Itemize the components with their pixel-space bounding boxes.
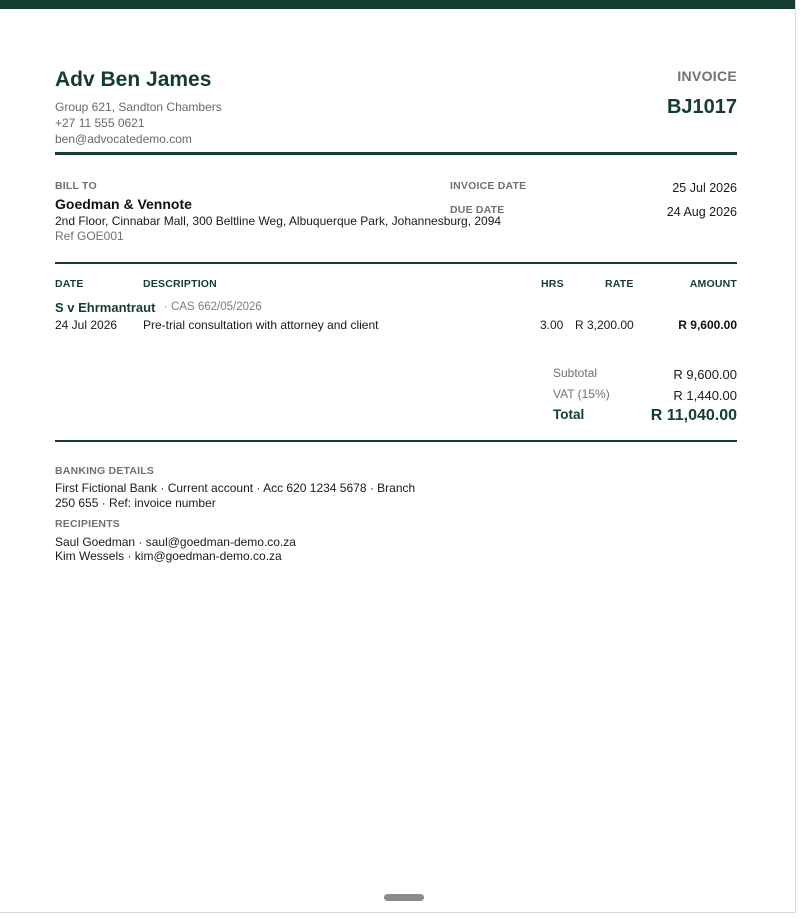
client-reference: Ref GOE001 [55,229,124,243]
totals-divider [55,440,737,442]
column-header-rate: RATE [605,278,634,290]
top-brand-bar [0,0,796,9]
invoice-date: 25 Jul 2026 [672,181,737,195]
client-name: Goedman & Vennote [55,196,192,212]
recipient-item: Saul Goedman · saul@goedman-demo.co.za [55,535,296,549]
due-date-label: DUE DATE [450,204,505,216]
matter-case-number: · CAS 662/05/2026 [164,301,262,313]
total-value: R 11,040.00 [650,407,737,424]
recipients-label: RECIPIENTS [55,518,121,530]
column-header-amount: AMOUNT [689,278,737,290]
matter-name: S v Ehrmantraut [55,300,156,315]
vat-label: VAT (15%) [553,387,610,401]
table-top-divider [55,262,737,264]
total-label: Total [553,407,585,422]
advocate-address: Group 621, Sandton Chambers [55,100,222,114]
subtotal-label: Subtotal [553,366,598,380]
invoice-number: BJ1017 [666,96,737,118]
invoice-date-label: INVOICE DATE [450,180,527,192]
header-divider [55,152,737,155]
vat-value: R 1,440.00 [673,388,737,403]
subtotal-value: R 9,600.00 [673,367,737,382]
due-date: 24 Aug 2026 [666,205,737,219]
column-header-date: DATE [55,278,84,290]
banking-details: First Fictional Bank · Current account · Acc 620 1234 5678 · Branch 250 655 · Ref: invoice number [55,481,416,510]
bill-to-label: BILL TO [55,180,97,192]
recipient-item: Kim Wessels · kim@goedman-demo.co.za [55,549,282,563]
advocate-phone: +27 11 555 0621 [55,116,145,130]
row-rate: R 3,200.00 [575,318,634,332]
invoice-label: INVOICE [677,68,737,84]
client-address: 2nd Floor, Cinnabar Mall, 300 Beltline Weg, Albuquerque Park, Johannesburg, 2094 [55,214,502,228]
advocate-name: Adv Ben James [55,68,212,91]
row-date: 24 Jul 2026 [55,318,118,332]
row-amount: R 9,600.00 [678,318,737,332]
row-hours: 3.00 [540,318,564,332]
row-description: Pre-trial consultation with attorney and client [143,318,379,332]
scroll-handle[interactable] [384,894,424,901]
banking-details-label: BANKING DETAILS [55,465,155,477]
column-header-description: DESCRIPTION [143,278,217,290]
advocate-email: ben@advocatedemo.com [55,132,192,146]
column-header-hours: HRS [541,278,564,290]
